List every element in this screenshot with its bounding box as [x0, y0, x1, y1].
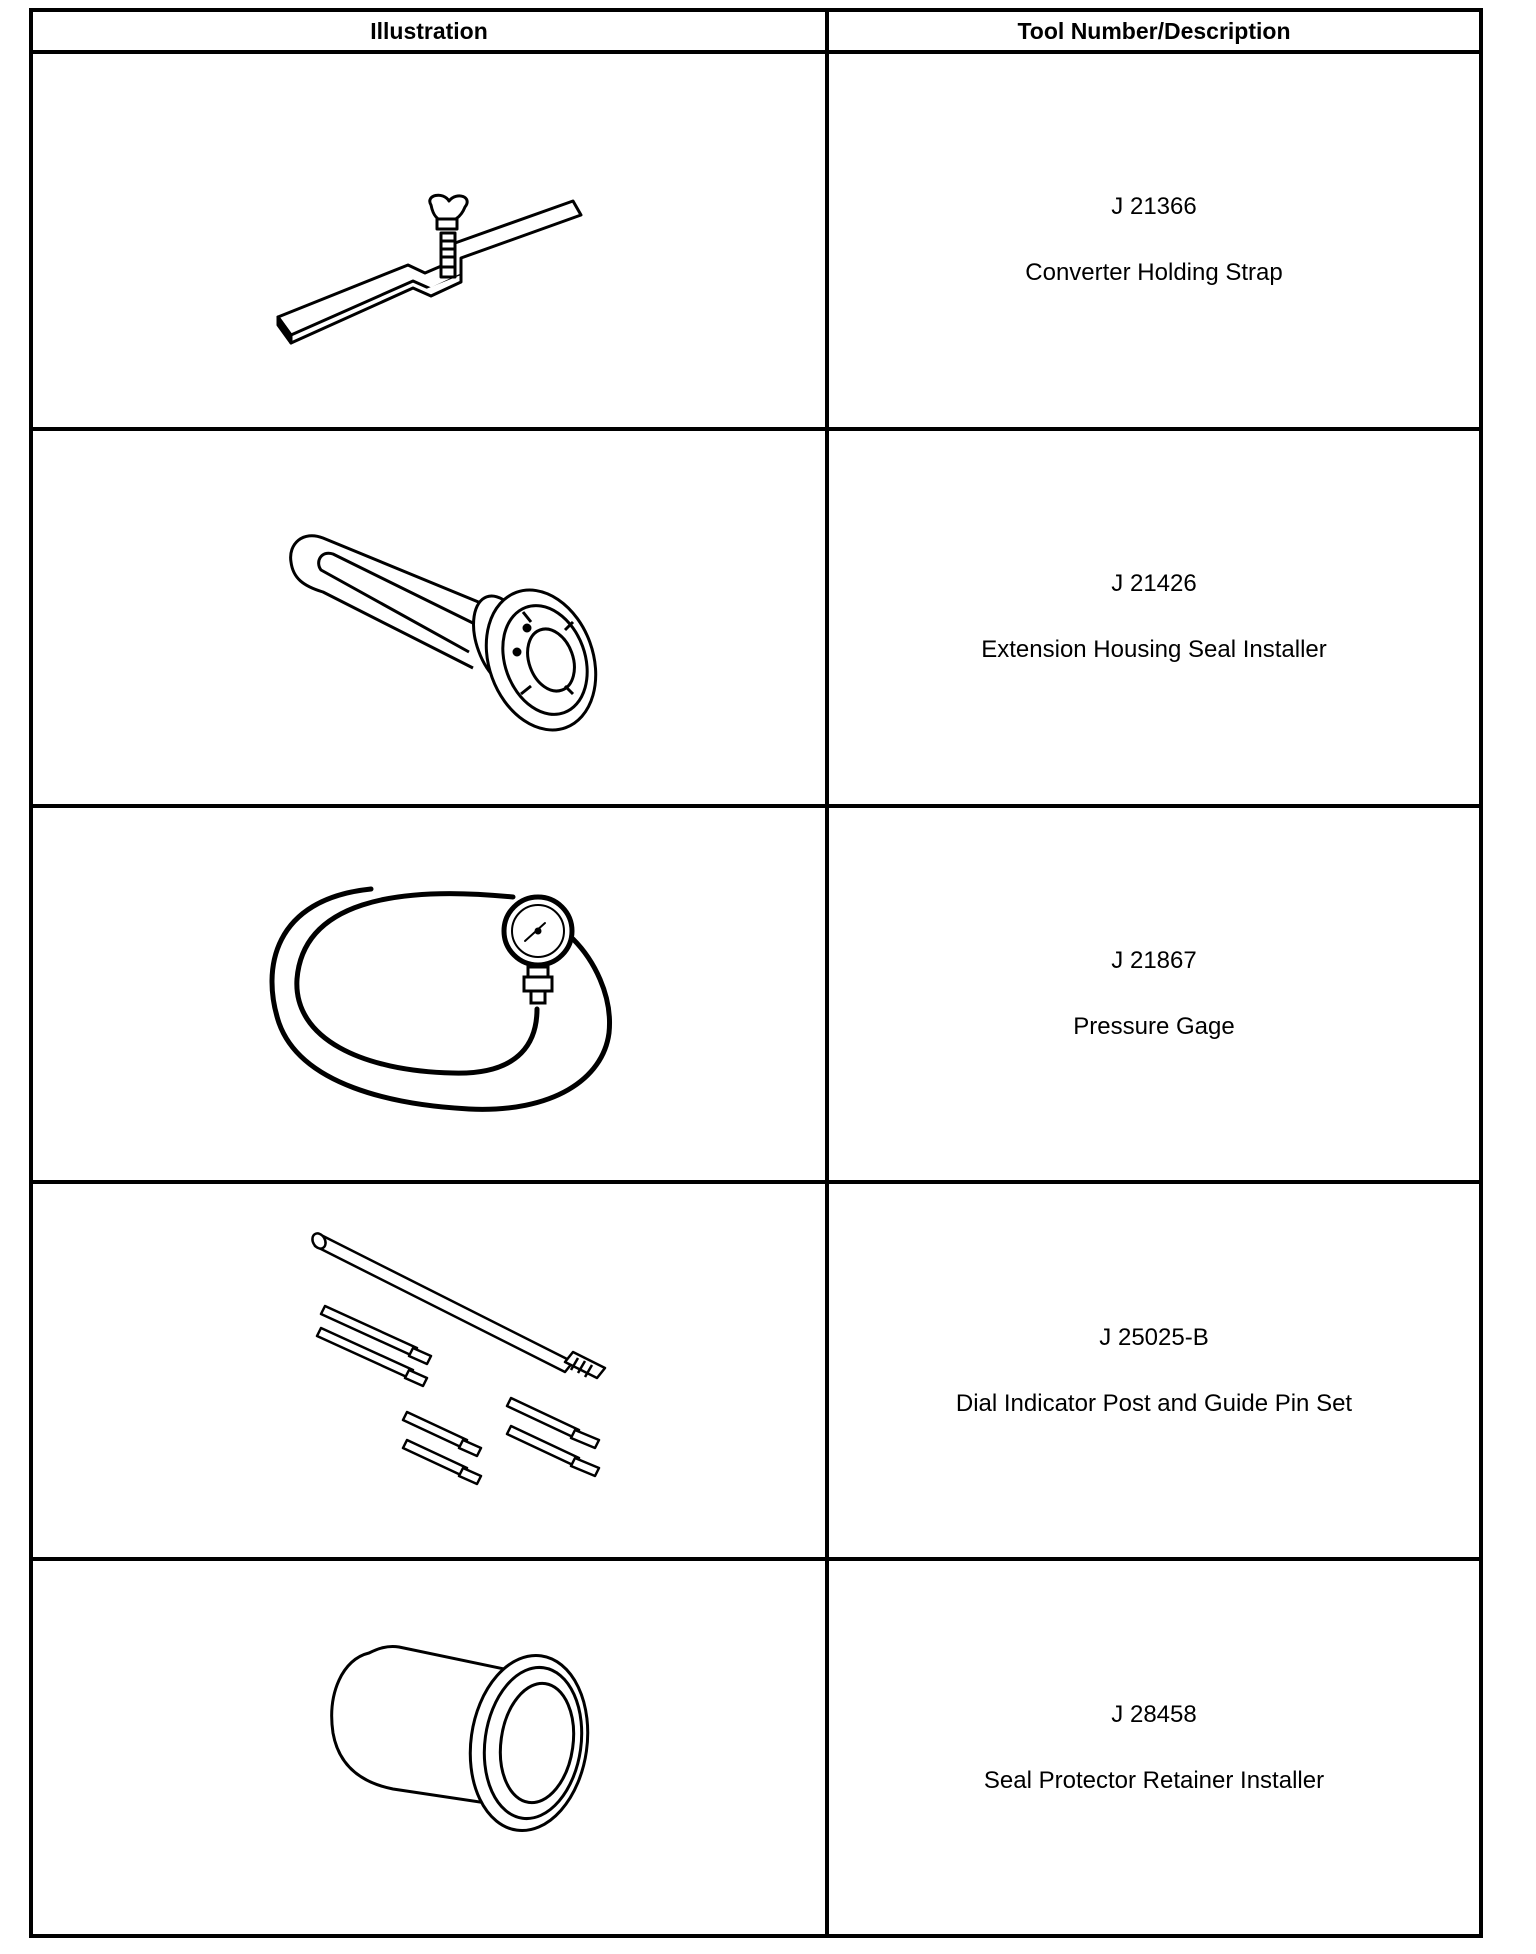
illustration-cell	[31, 429, 827, 806]
tool-number: J 21867	[1111, 946, 1197, 974]
seal-protector-installer-icon	[33, 1563, 829, 1933]
tool-description: Converter Holding Strap	[1025, 259, 1283, 287]
header-illustration: Illustration	[31, 10, 827, 52]
table-row	[31, 1182, 1481, 1559]
tool-description: Seal Protector Retainer Installer	[983, 1766, 1325, 1794]
tool-description-cell	[827, 52, 1481, 429]
tool-number: J 25025-B	[1099, 1323, 1209, 1351]
tool-description: Dial Indicator Post and Guide Pin Set	[955, 1389, 1353, 1417]
dial-indicator-post-set-icon	[33, 1186, 829, 1556]
table-row	[31, 52, 1481, 429]
tool-number: J 21426	[1111, 570, 1197, 598]
tool-description-cell	[827, 806, 1481, 1183]
tool-number: J 28458	[1111, 1700, 1197, 1728]
header-tool-number-description: Tool Number/Description	[827, 10, 1481, 52]
special-tools-table	[29, 8, 1483, 1938]
illustration-cell	[31, 52, 827, 429]
tool-description-cell	[827, 429, 1481, 806]
table-row	[31, 806, 1481, 1183]
pressure-gage-icon	[33, 809, 829, 1179]
tool-description-cell	[827, 1182, 1481, 1559]
tool-number: J 21366	[1111, 193, 1197, 221]
table-header-row	[31, 10, 1481, 52]
tool-description: Pressure Gage	[1073, 1012, 1235, 1040]
illustration-cell	[31, 1182, 827, 1559]
tool-description: Extension Housing Seal Installer	[981, 636, 1327, 664]
illustration-cell	[31, 1559, 827, 1936]
seal-installer-icon	[33, 432, 829, 802]
illustration-cell	[31, 806, 827, 1183]
table-row	[31, 429, 1481, 806]
tool-description-cell	[827, 1559, 1481, 1936]
converter-holding-strap-icon	[33, 55, 829, 425]
table-row	[31, 1559, 1481, 1936]
